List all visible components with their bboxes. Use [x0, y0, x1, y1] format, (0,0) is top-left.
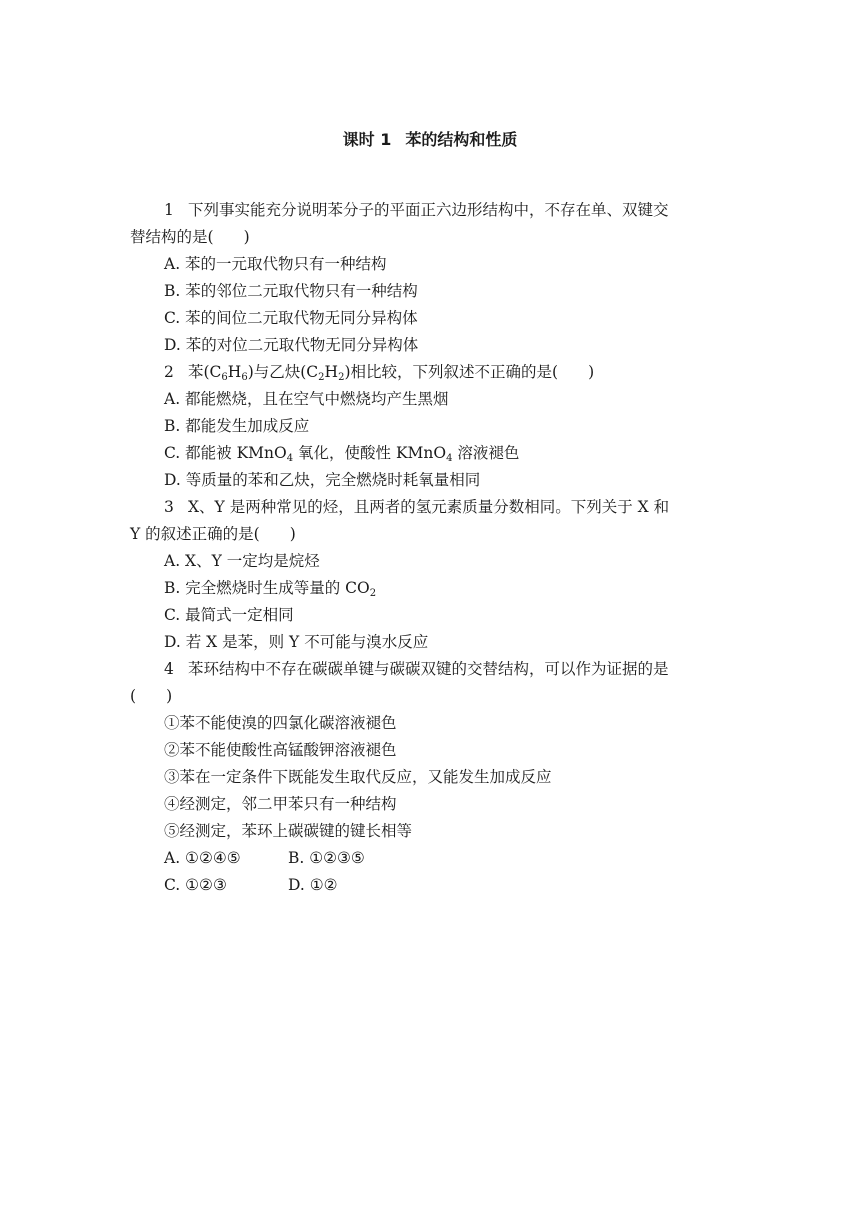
q2-stem-sub: 6: [221, 372, 228, 383]
question-4-answer-paren-open: (: [130, 687, 137, 705]
question-3-stem-text-2: Y 的叙述正确的是(: [130, 525, 260, 543]
question-1-option-d: D. 苯的对位二元取代物无同分异构体: [164, 336, 419, 354]
question-4-statement-5: ⑤经测定，苯环上碳碳键的键长相等: [164, 822, 413, 840]
question-2-answer-paren: ): [588, 363, 595, 381]
q2-stem-part: )与乙炔(C: [247, 363, 319, 381]
question-1-stem-text: 下列事实能充分说明苯分子的平面正六边形结构中，不存在单、双键交: [188, 201, 669, 219]
lesson-number: 课时 1: [342, 130, 392, 149]
question-2-option-d: D. 等质量的苯和乙炔，完全燃烧时耗氧量相同: [164, 471, 481, 489]
question-3-option-c: C. 最简式一定相同: [164, 606, 294, 624]
question-1-option-c: C. 苯的间位二元取代物无同分异构体: [164, 309, 418, 327]
question-1-number: 1: [164, 201, 174, 219]
question-4-options-row-1: [130, 845, 730, 872]
question-1-answer-paren: ): [243, 228, 250, 246]
question-4-answer-paren-close: ): [166, 687, 173, 705]
q3-optb-sub: 2: [369, 588, 377, 599]
question-3-option-a: A. X、Y 一定均是烷烃: [164, 552, 320, 570]
q3-optb-part: B. 完全燃烧时生成等量的 CO: [164, 579, 370, 597]
q2-stem-sub: 2: [338, 372, 345, 383]
question-2-option-a: A. 都能燃烧，且在空气中燃烧均产生黑烟: [164, 390, 449, 408]
question-1-option-b: B. 苯的邻位二元取代物只有一种结构: [164, 282, 418, 300]
question-4-option-d: D. ①②: [288, 876, 338, 894]
question-4-statement-2: ②苯不能使酸性高锰酸钾溶液褪色: [164, 741, 397, 759]
question-list: [130, 197, 730, 899]
question-3-stem-line-1: [130, 494, 730, 521]
question-4-statement-1: ①苯不能使溴的四氯化碳溶液褪色: [164, 714, 397, 732]
question-2-option-b: B. 都能发生加成反应: [164, 417, 310, 435]
question-2-stem: [130, 359, 730, 386]
q2-stem-part: H: [227, 363, 242, 381]
question-1-stem-line-1: [130, 197, 730, 224]
question-3-option-d: D. 若 X 是苯，则 Y 不可能与溴水反应: [164, 633, 429, 651]
question-2-option-c: [130, 440, 730, 467]
lesson-title: [0, 127, 860, 150]
lesson-title-text: 苯的结构和性质: [405, 130, 518, 149]
q2-optc-part: C. 都能被 KMnO: [164, 444, 287, 462]
question-4-statement-3: ③苯在一定条件下既能发生取代反应，又能发生加成反应: [164, 768, 552, 786]
question-3-option-b: [130, 575, 730, 602]
question-4-statement-4: ④经测定，邻二甲苯只有一种结构: [164, 795, 397, 813]
q2-stem-part: )相比较，下列叙述不正确的是(: [344, 363, 559, 381]
question-4-option-c: C. ①②③: [164, 876, 227, 894]
question-4-option-b: B. ①②③⑤: [288, 849, 365, 867]
question-4-stem-text: 苯环结构中不存在碳碳单键与碳碳双键的交替结构，可以作为证据的是: [188, 660, 669, 678]
question-2-number: 2: [164, 363, 174, 381]
question-3-number: 3: [164, 498, 174, 516]
q2-stem-part: H: [324, 363, 339, 381]
q2-stem-sub: 2: [318, 372, 325, 383]
q2-stem-sub: 6: [241, 372, 248, 383]
question-4-stem-line-1: [130, 656, 730, 683]
question-4-stem-line-2: [130, 683, 730, 710]
q2-optc-part: 氧化，使酸性 KMnO: [293, 444, 447, 462]
question-4-number: 4: [164, 660, 174, 678]
q2-optc-sub: 4: [286, 453, 294, 464]
question-3-stem-text: X、Y 是两种常见的烃，且两者的氢元素质量分数相同。下列关于 X 和: [188, 498, 670, 516]
question-3-answer-paren: ): [289, 525, 296, 543]
question-1-stem-line-2: [130, 224, 730, 251]
question-1-stem-text-2: 替结构的是(: [130, 228, 214, 246]
question-1-option-a: A. 苯的一元取代物只有一种结构: [164, 255, 387, 273]
q2-stem-part: 苯(C: [188, 363, 222, 381]
question-3-stem-line-2: [130, 521, 730, 548]
question-4-options-row-2: [130, 872, 730, 899]
q2-optc-sub: 4: [446, 453, 453, 464]
q2-optc-part: 溶液褪色: [452, 444, 520, 462]
question-4-option-a: A. ①②④⑤: [164, 849, 241, 867]
